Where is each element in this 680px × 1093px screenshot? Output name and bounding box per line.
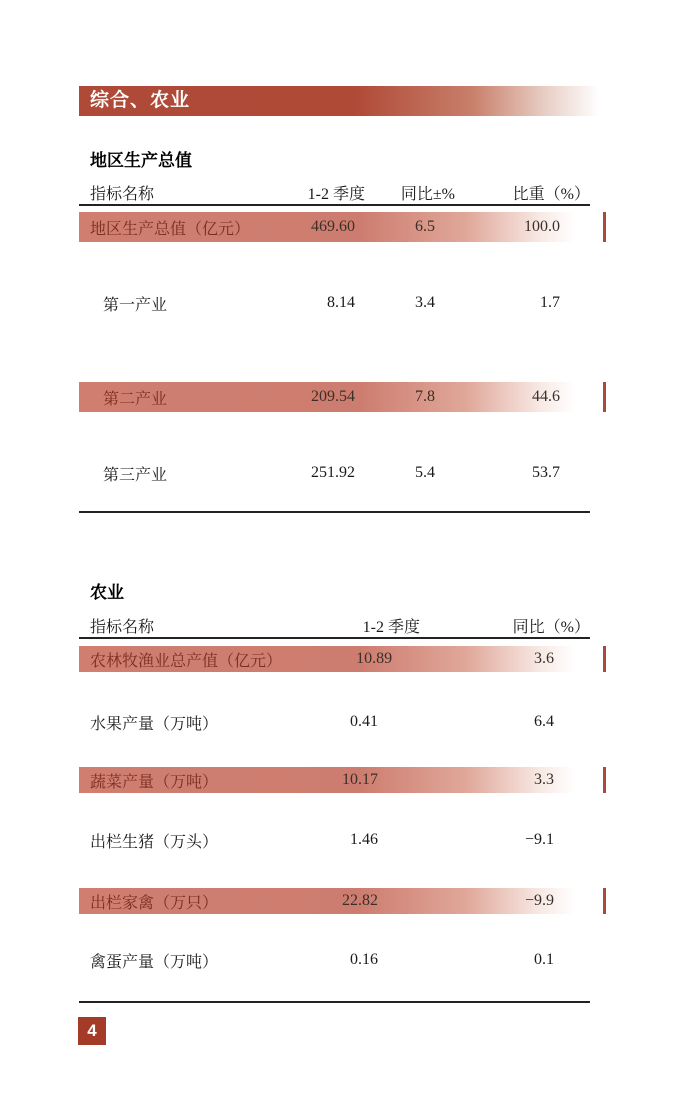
- table1-title: 地区生产总值: [90, 151, 192, 170]
- table1-bottom-rule: [79, 511, 590, 513]
- row-value-quarter: 8.14: [327, 294, 355, 311]
- row-value-yoy: 7.8: [415, 388, 435, 405]
- row-label: 出栏家禽（万只）: [90, 894, 219, 912]
- table1-header-rule: [79, 204, 590, 206]
- row-value-yoy: 3.4: [415, 294, 435, 311]
- table2-header-row: [79, 613, 590, 637]
- row-value-quarter: 251.92: [311, 464, 355, 481]
- table1-header-indicator: 指标名称: [90, 185, 155, 203]
- table2-header-yoy: 同比（%）: [512, 618, 590, 636]
- row-value-yoy: 6.4: [534, 713, 554, 730]
- table-row: [79, 212, 590, 242]
- row-value-share: 53.7: [532, 464, 560, 481]
- row-label: 第一产业: [103, 296, 168, 314]
- row-value-quarter: 10.89: [356, 650, 393, 667]
- table2-bottom-rule: [79, 1001, 590, 1003]
- row-label: 地区生产总值（亿元）: [90, 220, 251, 238]
- table2-header-indicator: 指标名称: [90, 618, 155, 636]
- table-row: [79, 646, 590, 672]
- row-value-yoy: −9.1: [524, 831, 554, 848]
- row-label: 出栏生猪（万头）: [90, 833, 219, 851]
- row-value-quarter: 469.60: [311, 218, 355, 235]
- table2-header-rule: [79, 637, 590, 639]
- table-row: [79, 288, 590, 318]
- table-row: [79, 458, 590, 488]
- table-row: [79, 767, 590, 793]
- row-value-yoy: 0.1: [534, 951, 554, 968]
- section-banner: [79, 86, 610, 116]
- row-end-tick: [603, 382, 606, 412]
- row-end-tick: [603, 767, 606, 793]
- row-value-quarter: 1.46: [350, 831, 378, 848]
- page-number-badge: [78, 1017, 106, 1045]
- row-value-yoy: 6.5: [415, 218, 435, 235]
- table2-header-quarter: 1-2 季度: [362, 618, 420, 636]
- row-value-yoy: 5.4: [415, 464, 435, 481]
- table1-header-yoy: 同比±%: [400, 185, 455, 203]
- row-label: 第二产业: [103, 390, 168, 408]
- row-value-yoy: 3.3: [534, 771, 554, 788]
- row-end-tick: [603, 212, 606, 242]
- row-value-quarter: 209.54: [311, 388, 355, 405]
- row-value-quarter: 0.41: [350, 713, 378, 730]
- row-value-yoy: 3.6: [534, 650, 554, 667]
- row-value-share: 1.7: [540, 294, 560, 311]
- row-label: 农林牧渔业总产值（亿元）: [90, 652, 283, 670]
- table1-header-quarter: 1-2 季度: [307, 185, 365, 203]
- section-banner-title: 综合、农业: [90, 90, 191, 111]
- table1-header-row: [79, 180, 590, 204]
- row-value-quarter: 0.16: [350, 951, 378, 968]
- row-label: 禽蛋产量（万吨）: [90, 953, 219, 971]
- table-row: [79, 947, 590, 973]
- row-label: 蔬菜产量（万吨）: [90, 773, 219, 791]
- row-value-yoy: −9.9: [524, 892, 554, 909]
- row-label: 第三产业: [103, 466, 168, 484]
- row-value-quarter: 10.17: [342, 771, 378, 788]
- row-value-share: 100.0: [524, 218, 560, 235]
- row-end-tick: [603, 646, 606, 672]
- page-number: 4: [87, 1021, 97, 1040]
- table1-header-share: 比重（%）: [512, 185, 590, 203]
- row-label: 水果产量（万吨）: [90, 715, 219, 733]
- row-end-tick: [603, 888, 606, 914]
- table-row: [79, 888, 590, 914]
- row-value-quarter: 22.82: [342, 892, 378, 909]
- table-row: [79, 382, 590, 412]
- row-value-share: 44.6: [532, 388, 560, 405]
- table2-title: 农业: [90, 583, 124, 602]
- table-row: [79, 709, 590, 735]
- table-row: [79, 827, 590, 853]
